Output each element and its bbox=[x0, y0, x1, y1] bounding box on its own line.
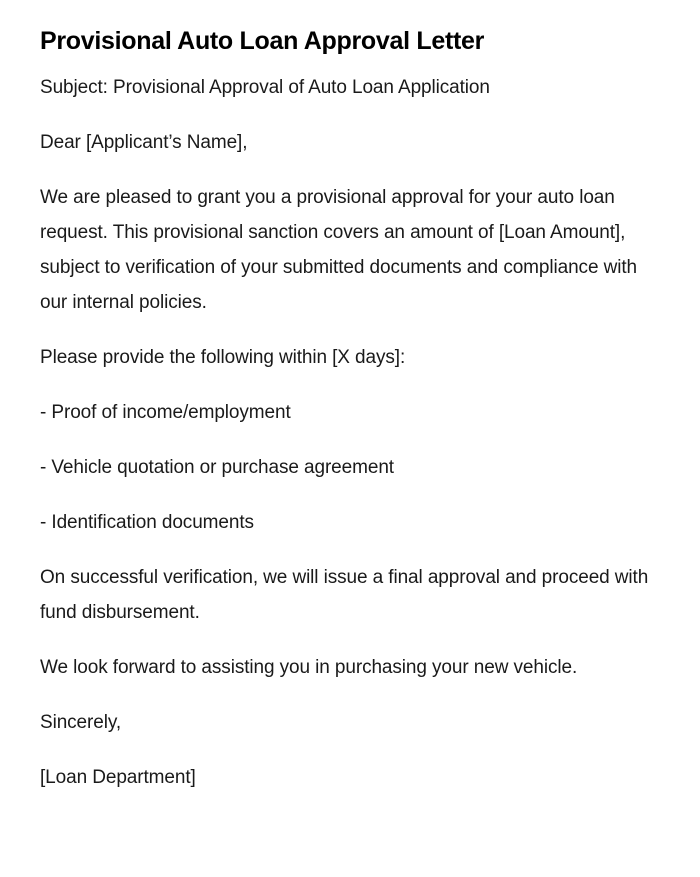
body-paragraph-2: On successful verification, we will issue a final approval and proceed with fund disbursement. bbox=[40, 567, 649, 623]
list-item: - Identification documents bbox=[40, 512, 254, 533]
list-item: - Proof of income/employment bbox=[40, 402, 291, 423]
body-paragraph-3: We look forward to assisting you in purchasing your new vehicle. bbox=[40, 657, 578, 678]
signature: [Loan Department] bbox=[40, 767, 196, 788]
list-item: - Vehicle quotation or purchase agreement bbox=[40, 457, 394, 478]
subject-line: Subject: Provisional Approval of Auto Loan Application bbox=[40, 77, 490, 98]
request-intro: Please provide the following within [X days]: bbox=[40, 347, 406, 368]
body-paragraph-1: We are pleased to grant you a provisional approval for your auto loan request. This provisional sanction covers an amount of [Loan Amount], subject to verification of your submitted documents and compliance with our internal policies. bbox=[40, 187, 637, 313]
closing: Sincerely, bbox=[40, 712, 122, 733]
letter-title: Provisional Auto Loan Approval Letter bbox=[40, 27, 485, 55]
salutation: Dear [Applicant’s Name], bbox=[40, 132, 248, 153]
